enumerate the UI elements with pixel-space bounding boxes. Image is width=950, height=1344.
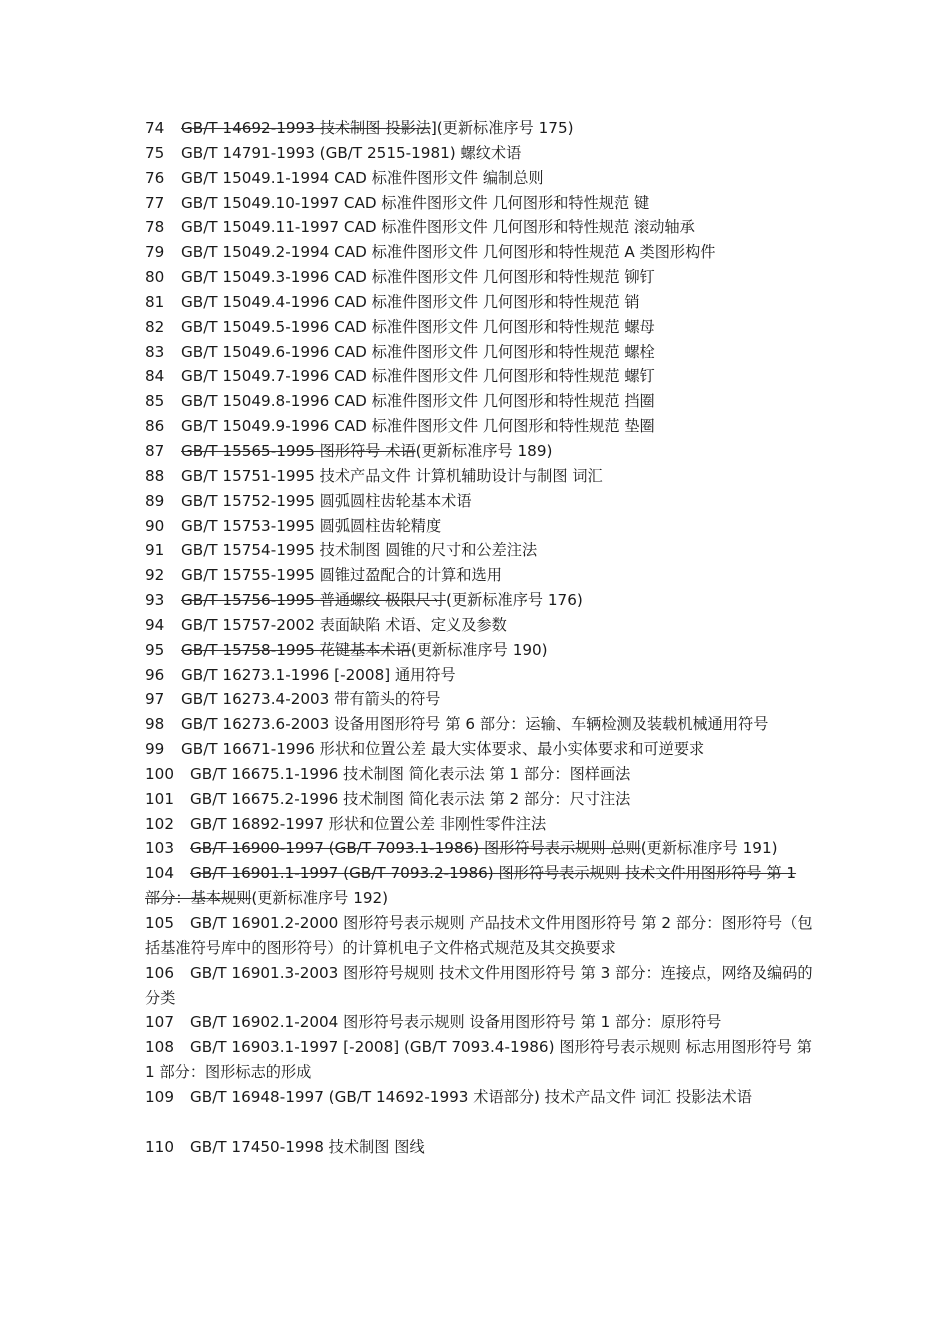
item-number: 88: [145, 466, 165, 485]
list-item: [145, 638, 813, 663]
struck-text: GB/T 15756-1995 普通螺纹 极限尺寸: [181, 591, 447, 610]
list-item: [145, 712, 813, 737]
item-text: GB/T 15049.3-1996 CAD 标准件图形文件 几何图形和特性规范 铆钉: [181, 268, 655, 287]
struck-text: GB/T 16901.1-1997 (GB/T 7093.2-1986) 图形符号表示规则 技术文件用图形符号 第 1 部分：基本规则: [145, 864, 797, 908]
standards-list: [145, 116, 813, 1159]
list-item: [145, 166, 813, 191]
item-text: GB/T 15757-2002 表面缺陷 术语、定义及参数: [181, 615, 507, 634]
item-number: 92: [145, 566, 165, 585]
item-text: GB/T 15754-1995 技术制图 圆锥的尺寸和公差注法: [181, 541, 538, 560]
item-text: GB/T 15049.6-1996 CAD 标准件图形文件 几何图形和特性规范 螺栓: [181, 342, 655, 361]
list-item: [145, 414, 813, 439]
list-item: [145, 290, 813, 315]
list-item: [145, 812, 813, 837]
list-item: [145, 364, 813, 389]
item-number: 81: [145, 292, 165, 311]
item-text: GB/T 15049.9-1996 CAD 标准件图形文件 几何图形和特性规范 垫圈: [181, 417, 655, 436]
item-number: 99: [145, 740, 165, 759]
list-item: [145, 1085, 813, 1110]
item-text: GB/T 16903.1-1997 [-2008] (GB/T 7093.4-1986) 图形符号表示规则 标志用图形符号 第 1 部分：图形标志的形成: [145, 1038, 812, 1082]
item-text: GB/T 15049.5-1996 CAD 标准件图形文件 几何图形和特性规范 螺母: [181, 317, 655, 336]
item-number: 98: [145, 715, 165, 734]
item-text: GB/T 15049.8-1996 CAD 标准件图形文件 几何图形和特性规范 挡圈: [181, 392, 655, 411]
list-item: [145, 861, 813, 911]
struck-text: GB/T 15565-1995 图形符号 术语: [181, 441, 416, 460]
item-number: 97: [145, 690, 165, 709]
item-number: 76: [145, 168, 165, 187]
item-text: GB/T 15049.1-1994 CAD 标准件图形文件 编制总则: [181, 168, 544, 187]
list-item: [145, 538, 813, 563]
struck-text: GB/T 15758-1995 花键基本术语: [181, 640, 411, 659]
list-item: [145, 1035, 813, 1085]
item-number: 87: [145, 441, 165, 460]
item-text: GB/T 16892-1997 形状和位置公差 非刚性零件注法: [190, 814, 547, 833]
list-item: [145, 141, 813, 166]
item-text: GB/T 15049.7-1996 CAD 标准件图形文件 几何图形和特性规范 螺钉: [181, 367, 655, 386]
item-number: 84: [145, 367, 165, 386]
item-text: GB/T 16671-1996 形状和位置公差 最大实体要求、最小实体要求和可逆要求: [181, 740, 705, 759]
item-number: 86: [145, 417, 165, 436]
item-text: GB/T 14791-1993 (GB/T 2515-1981) 螺纹术语: [181, 143, 522, 162]
item-number: 75: [145, 143, 165, 162]
item-number: 91: [145, 541, 165, 560]
item-text: GB/T 16901.2-2000 图形符号表示规则 产品技术文件用图形符号 第 2 部分：图形符号（包括基准符号库中的图形符号）的计算机电子文件格式规范及其交换要求: [145, 914, 813, 957]
struck-text: GB/T 16900-1997 (GB/T 7093.1-1986) 图形符号表示规则 总则: [190, 839, 641, 858]
list-item: [145, 737, 813, 762]
item-text: (更新标准序号 192): [251, 889, 389, 908]
item-text: (更新标准序号 190): [410, 640, 548, 659]
list-item: [145, 514, 813, 539]
list-item: [145, 240, 813, 265]
item-text: (更新标准序号 176): [446, 591, 583, 610]
item-text: (更新标准序号 189): [415, 441, 553, 460]
item-number: 93: [145, 591, 165, 610]
list-item: [145, 911, 813, 961]
item-number: 78: [145, 218, 165, 237]
item-text: GB/T 16948-1997 (GB/T 14692-1993 术语部分) 技术产品文件 词汇 投影法术语: [190, 1087, 752, 1106]
list-item: [145, 215, 813, 240]
list-item: [145, 687, 813, 712]
item-text: GB/T 15751-1995 技术产品文件 计算机辅助设计与制图 词汇: [181, 466, 603, 485]
item-number: 104: [145, 864, 174, 883]
list-item: [145, 588, 813, 613]
list-item: [145, 464, 813, 489]
item-text: (更新标准序号 191): [640, 839, 778, 858]
list-item: [145, 191, 813, 216]
item-number: 102: [145, 814, 174, 833]
item-number: 77: [145, 193, 165, 212]
item-text: GB/T 15755-1995 圆锥过盈配合的计算和选用: [181, 566, 502, 585]
item-text: GB/T 16273.6-2003 设备用图形符号 第 6 部分：运输、车辆检测及装载机械通用符号: [181, 715, 769, 734]
item-number: 90: [145, 516, 165, 535]
item-text: GB/T 15752-1995 圆弧圆柱齿轮基本术语: [181, 491, 472, 510]
item-text: GB/T 15049.10-1997 CAD 标准件图形文件 几何图形和特性规范 键: [181, 193, 650, 212]
list-item: [145, 439, 813, 464]
item-text: GB/T 16273.4-2003 带有箭头的符号: [181, 690, 441, 709]
item-number: 107: [145, 1013, 174, 1032]
item-text: ](更新标准序号 175): [430, 119, 574, 137]
list-item: [145, 613, 813, 638]
list-item: [145, 389, 813, 414]
item-number: 79: [145, 243, 165, 262]
item-number: 85: [145, 392, 165, 411]
item-number: 110: [145, 1137, 174, 1156]
list-item: [145, 265, 813, 290]
item-text: GB/T 16273.1-1996 [-2008] 通用符号: [181, 665, 456, 684]
list-item: [145, 489, 813, 514]
item-text: GB/T 15049.4-1996 CAD 标准件图形文件 几何图形和特性规范 销: [181, 292, 640, 311]
item-number: 95: [145, 640, 165, 659]
item-text: GB/T 16675.1-1996 技术制图 简化表示法 第 1 部分：图样画法: [190, 764, 631, 783]
list-item: [145, 787, 813, 812]
struck-text: GB/T 14692-1993 技术制图 投影法: [181, 119, 431, 137]
item-number: 105: [145, 914, 174, 932]
list-item: [145, 762, 813, 787]
list-item: [145, 836, 813, 861]
item-number: 108: [145, 1038, 174, 1057]
list-item: [145, 340, 813, 365]
item-number: 109: [145, 1087, 174, 1106]
list-item: [145, 563, 813, 588]
item-text: GB/T 17450-1998 技术制图 图线: [190, 1137, 425, 1156]
item-text: GB/T 15049.2-1994 CAD 标准件图形文件 几何图形和特性规范 A 类图形构件: [181, 243, 716, 262]
list-item: [145, 315, 813, 340]
list-item: [145, 1135, 813, 1160]
blank-line: [145, 1110, 813, 1135]
list-item: [145, 116, 813, 141]
item-number: 74: [145, 119, 165, 137]
item-text: GB/T 16901.3-2003 图形符号规则 技术文件用图形符号 第 3 部分：连接点，网络及编码的分类: [145, 963, 813, 1007]
item-number: 96: [145, 665, 165, 684]
item-text: GB/T 16675.2-1996 技术制图 简化表示法 第 2 部分：尺寸注法: [190, 789, 631, 808]
item-number: 106: [145, 963, 174, 982]
list-item: [145, 663, 813, 688]
list-item: [145, 1010, 813, 1035]
list-item: [145, 961, 813, 1011]
item-number: 94: [145, 615, 165, 634]
item-number: 101: [145, 789, 174, 808]
item-number: 80: [145, 268, 165, 287]
item-number: 100: [145, 764, 174, 783]
item-number: 89: [145, 491, 165, 510]
item-number: 82: [145, 317, 165, 336]
item-text: GB/T 15753-1995 圆弧圆柱齿轮精度: [181, 516, 442, 535]
item-number: 83: [145, 342, 165, 361]
item-text: GB/T 16902.1-2004 图形符号表示规则 设备用图形符号 第 1 部分：原形符号: [190, 1013, 722, 1032]
item-text: GB/T 15049.11-1997 CAD 标准件图形文件 几何图形和特性规范 滚动轴承: [181, 218, 695, 237]
item-number: 103: [145, 839, 174, 858]
